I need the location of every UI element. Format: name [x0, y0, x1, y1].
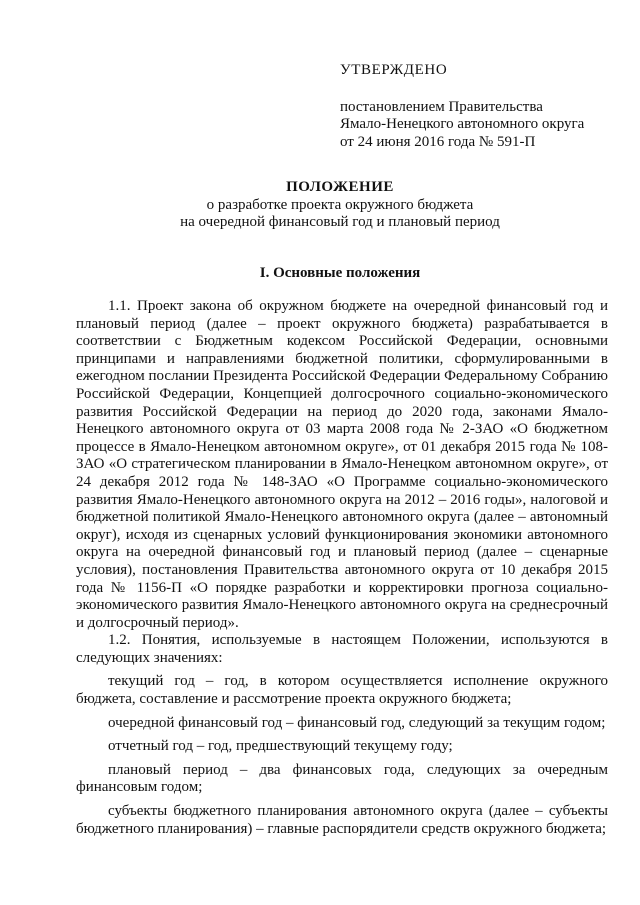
approval-heading: УТВЕРЖДЕНО — [340, 62, 448, 78]
approval-line: постановлением Правительства — [340, 98, 543, 115]
definition-paragraph: очередной финансовый год – финансовый год, следующий за текущим годом; — [108, 714, 606, 731]
paragraph: 1.1. Проект закона об окружном бюджете на очередной финансовый год и плановый период (далее – проект окружного бюджета) разрабатывается в соответствии с Бюджетным кодексом Российской Федерации, основными принципами и направлениями бюджетной политики, сформулированными в ежегодном послании Президента Российской Федерации Федеральному Собранию Российской Федерации, Концепцией долгосрочного социально-экономического развития Российской Федерации на период до 2020 года, законами Ямало-Ненецкого автономного округа от 03 марта 2008 года № 2-ЗАО «О бюджетном процессе в Ямало-Ненецком автономном округе», от 01 декабря 2015 года № 108-ЗАО «О стратегическом планировании в Ямало-Ненецком автономном округе», от 24 декабря 2012 года № 148-ЗАО «О Программе социально-экономического развития Ямало-Ненецкого автономного округа на 2012 – 2016 годы», налоговой и бюджетной политикой Ямало-Ненецкого автономного округа (далее – автономный округ), исходя из сценарных условий функционирования экономики автономного округа на очередной финансовый год и плановый период (далее – сценарные условия), постановления Правительства автономного округа от 10 декабря 2015 года № 1156-П «О порядке разработки и корректировки прогноза социально-экономического развития Ямало-Ненецкого автономного округа на среднесрочный и долгосрочный период». — [76, 298, 608, 631]
approval-block — [340, 62, 620, 151]
title-subline: о разработке проекта окружного бюджета — [206, 196, 474, 213]
paragraph: 1.2. Понятия, используемые в настоящем Положении, используются в следующих значениях: — [76, 632, 608, 666]
title-subline: на очередной финансовый год и плановый период — [180, 214, 500, 230]
title-main: ПОЛОЖЕНИЕ — [286, 179, 394, 195]
approval-line: от 24 июня 2016 года № 591-П — [340, 133, 536, 150]
definition-paragraph: текущий год – год, в котором осуществляется исполнение окружного бюджета, составление и рассмотрение проекта окружного бюджета; — [76, 673, 608, 708]
definition-paragraph: субъекты бюджетного планирования автономного округа (далее – субъекты бюджетного планирования) – главные распорядители средств окружного бюджета; — [76, 803, 608, 837]
document-title — [60, 179, 620, 232]
document-body — [76, 298, 608, 838]
section-heading: I. Основные положения — [259, 265, 421, 281]
approval-line: Ямало-Ненецкого автономного округа — [340, 116, 585, 132]
definition-paragraph: отчетный год – год, предшествующий текущему году; — [108, 738, 453, 755]
definition-paragraph: плановый период – два финансовых года, следующих за очередным финансовым годом; — [76, 761, 608, 796]
